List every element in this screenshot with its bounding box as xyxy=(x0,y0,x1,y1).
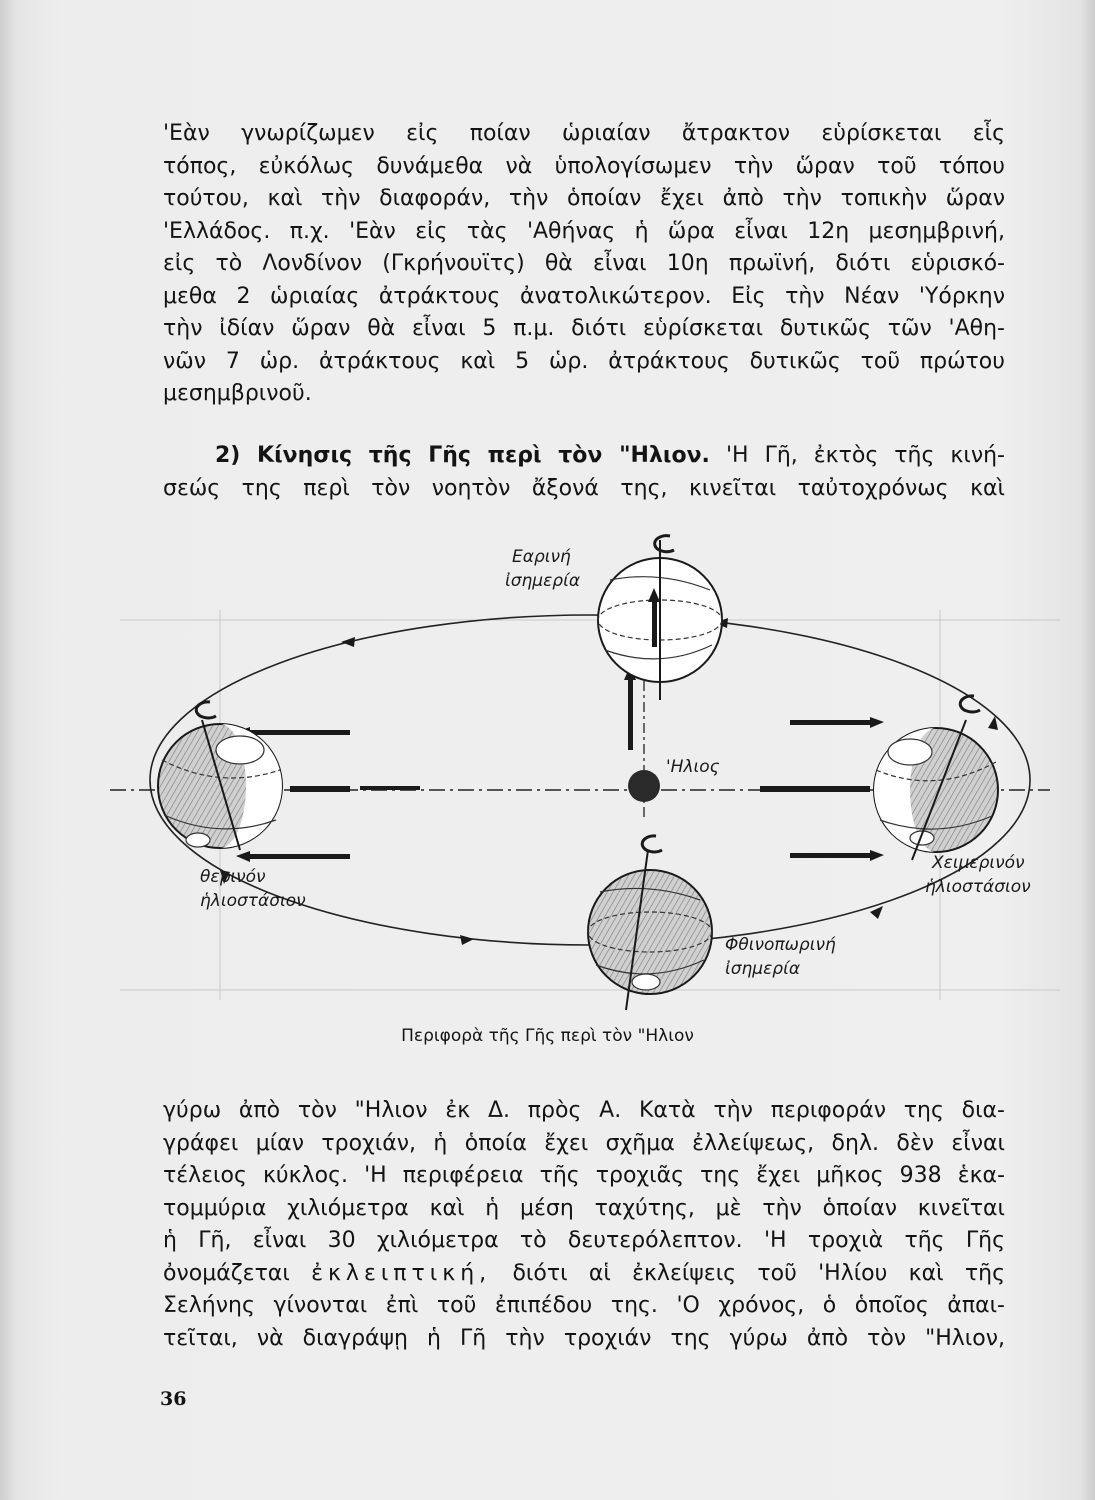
sun-rays xyxy=(236,666,884,862)
text-line: τέλειος κύκλος. 'Η περιφέρεια τῆς τροχιᾶς της ἔχει μῆκος 938 ἑκα- xyxy=(163,1163,1005,1188)
autumn-equinox-label-line2: ἰσημερία xyxy=(725,959,801,979)
text-line: μεθα 2 ὡριαίας ἀτράκτους ἀνατολικώτερον. Εἰς τὴν Νέαν 'Υόρκην xyxy=(163,283,1005,309)
sun xyxy=(628,770,660,802)
summer-solstice-label-line2: ἡλιοστάσιον xyxy=(200,891,306,911)
paragraph-time-zones xyxy=(163,118,1005,411)
earth-spring-equinox xyxy=(598,536,722,700)
winter-solstice-label-line1: Χειμερινόν xyxy=(932,853,1025,873)
text-line: τούτου, καὶ τὴν διαφοράν, τὴν ὁποίαν ἔχει ἀπὸ τὴν τοπικὴν ὥραν xyxy=(163,186,1005,211)
text-line: γύρω ἀπὸ τὸν "Ηλιον ἐκ Δ. πρὸς Α. Κατὰ τὴν περιφοράν της δια- xyxy=(163,1098,1005,1123)
paragraph-earth-revolution xyxy=(163,440,1005,505)
page-number: 36 xyxy=(160,1388,187,1410)
section-heading: 2) Κίνησις τῆς Γῆς περὶ τὸν "Ηλιον. xyxy=(215,443,710,468)
text-line: σεώς της περὶ τὸν νοητὸν ἄξονά της, κινεῖται ταὐτοχρόνως καὶ xyxy=(163,475,1005,501)
heading-line-rest: 'Η Γῆ, ἐκτὸς τῆς κινή- xyxy=(725,443,1005,468)
heading-line xyxy=(163,440,1005,473)
spring-equinox-label-line1: Εαρινή xyxy=(512,547,571,567)
earth-winter-solstice xyxy=(874,696,998,860)
winter-solstice-label-line2: ἡλιοστάσιον xyxy=(925,877,1031,897)
text-line: 'Ελλάδος. π.χ. 'Εὰν εἰς τὰς 'Αθήνας ἡ ὥρα εἶναι 12η μεσημβρινή, xyxy=(163,218,1005,244)
text-line: τεῖται, νὰ διαγράψῃ ἡ Γῆ τὴν τροχιάν της γύρω ἀπὸ τὸν "Ηλιον, xyxy=(163,1325,1005,1351)
ecliptic-line xyxy=(163,1258,1005,1291)
text-line: τὴν ἰδίαν ὥραν θὰ εἶναι 5 π.μ. διότι εὑρίσκεται δυτικῶς τῶν 'Αθη- xyxy=(163,316,1005,341)
text-line: τόπος, εὐκόλως δυνάμεθα νὰ ὑπολογίσωμεν τὴν ὥραν τοῦ τόπου xyxy=(163,153,1005,179)
earth-autumn-equinox xyxy=(588,836,712,1010)
text-line: μεσημβρινοῦ. xyxy=(163,381,312,406)
text-line: τομμύρια χιλιόμετρα καὶ ἡ μέση ταχύτης, μὲ τὴν ὁποίαν κινεῖται xyxy=(163,1195,1005,1221)
ecliptic-term: ἐκλειπτική, xyxy=(311,1260,492,1286)
paragraph-ecliptic xyxy=(163,1095,1005,1355)
ecliptic-line-pre: ὀνομάζεται xyxy=(163,1260,290,1286)
figure-caption: Περιφορὰ τῆς Γῆς περὶ τὸν "Ηλιον xyxy=(401,1026,694,1046)
text-line: 'Εὰν γνωρίζωμεν εἰς ποίαν ὡριαίαν ἄτρακτον εὑρίσκεται εἷς xyxy=(163,121,1005,146)
text-line: νῶν 7 ὡρ. ἀτράκτους καὶ 5 ὡρ. ἀτράκτους δυτικῶς τοῦ πρώτου xyxy=(163,348,1005,374)
sun-label: 'Ηλιος xyxy=(666,757,720,777)
earth-orbit-diagram xyxy=(100,520,1060,1020)
spring-equinox-label-line2: ἰσημερία xyxy=(505,571,581,591)
summer-solstice-label-line1: θερινόν xyxy=(200,867,266,887)
autumn-equinox-label-line1: Φθινοπωρινή xyxy=(725,935,836,955)
text-line: γράφει μίαν τροχιάν, ἡ ὁποία ἔχει σχῆμα ἐλλείψεως, δηλ. δὲν εἶναι xyxy=(163,1130,1005,1156)
text-line: Σελήνης γίνονται ἐπὶ τοῦ ἐπιπέδου της. 'Ο χρόνος, ὁ ὁποῖος ἀπαι- xyxy=(163,1293,1005,1318)
ecliptic-line-post: διότι αἱ ἐκλείψεις τοῦ 'Ηλίου καὶ τῆς xyxy=(512,1260,1005,1286)
text-line: εἰς τὸ Λονδίνον (Γκρήνουϊτς) θὰ εἶναι 10η πρωϊνή, διότι εὑρισκό- xyxy=(163,251,1005,276)
text-line: ἡ Γῆ, εἶναι 30 χιλιόμετρα τὸ δευτερόλεπτον. 'Η τροχιὰ τῆς Γῆς xyxy=(163,1228,1005,1253)
